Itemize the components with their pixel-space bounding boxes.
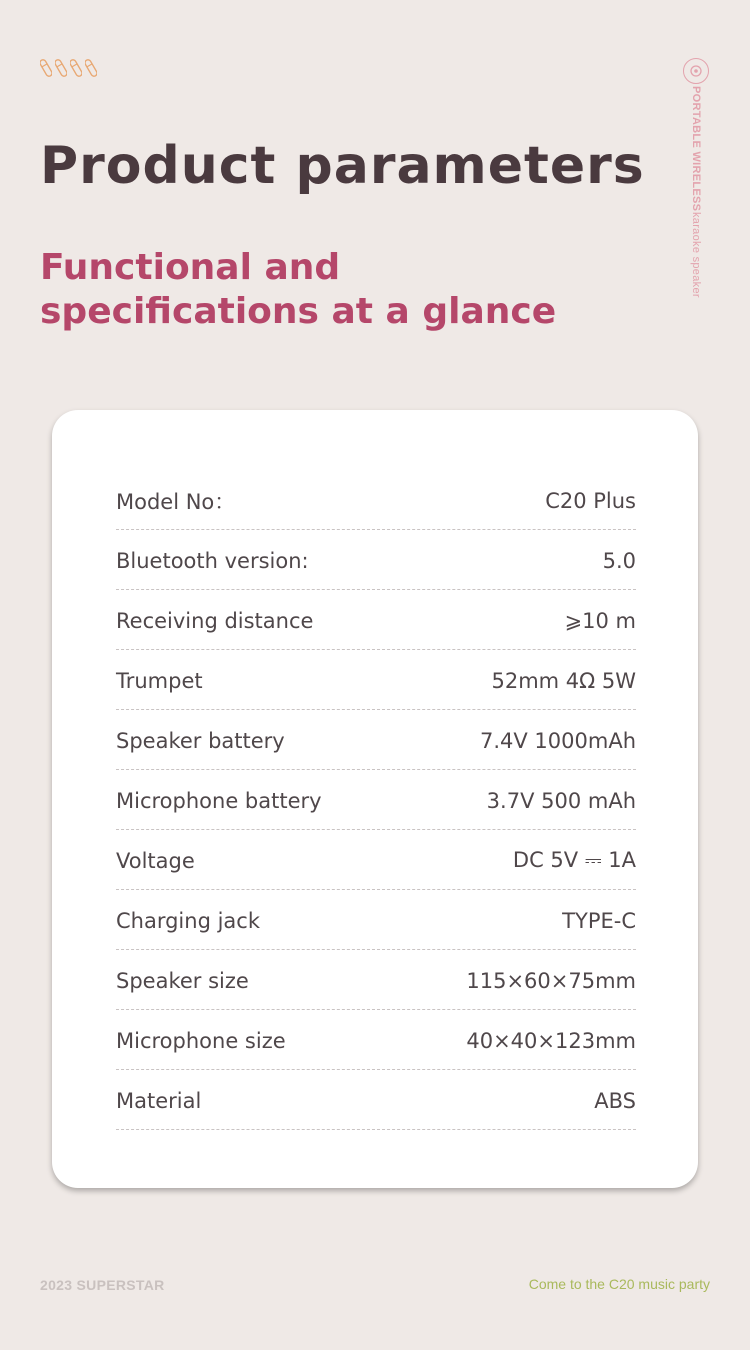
brand-line-1: PORTABLE WIRELESS [690, 86, 702, 212]
brand-vertical-text [690, 86, 702, 298]
spec-label: Trumpet [116, 668, 203, 693]
microphone-icon [40, 58, 52, 78]
spec-label: Model No： [116, 489, 236, 514]
page-title: Product parameters [40, 136, 645, 196]
spec-value: C20 Plus [545, 488, 636, 513]
microphone-icons [40, 58, 97, 78]
brand-line-2: karaoke speaker [690, 212, 702, 299]
spec-row [116, 890, 636, 950]
footer-tagline: Come to the C20 music party [528, 1276, 710, 1292]
spec-value: DC 5V ⎓ 1A [512, 848, 636, 872]
microphone-icon [55, 58, 67, 78]
spec-row [116, 650, 636, 710]
page-subtitle: Functional and specifications at a glance [40, 247, 557, 332]
spec-value: 52mm 4Ω 5W [491, 668, 636, 693]
spec-label: Receiving distance [116, 608, 314, 633]
microphone-icon [85, 58, 97, 78]
spec-label: Microphone battery [116, 788, 322, 813]
brand-side-badge [683, 58, 709, 298]
spec-card [52, 410, 698, 1188]
spec-value: 3.7V 500 mAh [486, 788, 636, 813]
spec-value: 115×60×75mm [466, 968, 636, 993]
spec-label: Voltage [116, 848, 195, 873]
microphone-icon [70, 58, 82, 78]
spec-row [116, 950, 636, 1010]
spec-row [116, 1010, 636, 1070]
spec-row [116, 590, 636, 650]
spec-label: Microphone size [116, 1028, 286, 1053]
spec-value: ABS [594, 1088, 636, 1113]
spec-row [116, 1070, 636, 1130]
spec-label: Material [116, 1088, 202, 1113]
spec-label: Speaker battery [116, 728, 285, 753]
spec-row [116, 530, 636, 590]
spec-label: Speaker size [116, 968, 249, 993]
spec-row [116, 710, 636, 770]
spec-row [116, 770, 636, 830]
spec-value: TYPE-C [562, 908, 636, 933]
spec-value: 7.4V 1000mAh [479, 728, 636, 753]
spec-row [116, 470, 636, 530]
brand-logo-icon [683, 58, 709, 84]
spec-label: Bluetooth version: [116, 548, 309, 573]
spec-value: 40×40×123mm [466, 1028, 636, 1053]
spec-value: ⩾10 m [564, 608, 636, 633]
spec-label: Charging jack [116, 908, 260, 933]
footer-brand: 2023 SUPERSTAR [40, 1277, 165, 1293]
spec-value: 5.0 [602, 548, 636, 573]
spec-row [116, 830, 636, 890]
spec-list [116, 470, 636, 1130]
